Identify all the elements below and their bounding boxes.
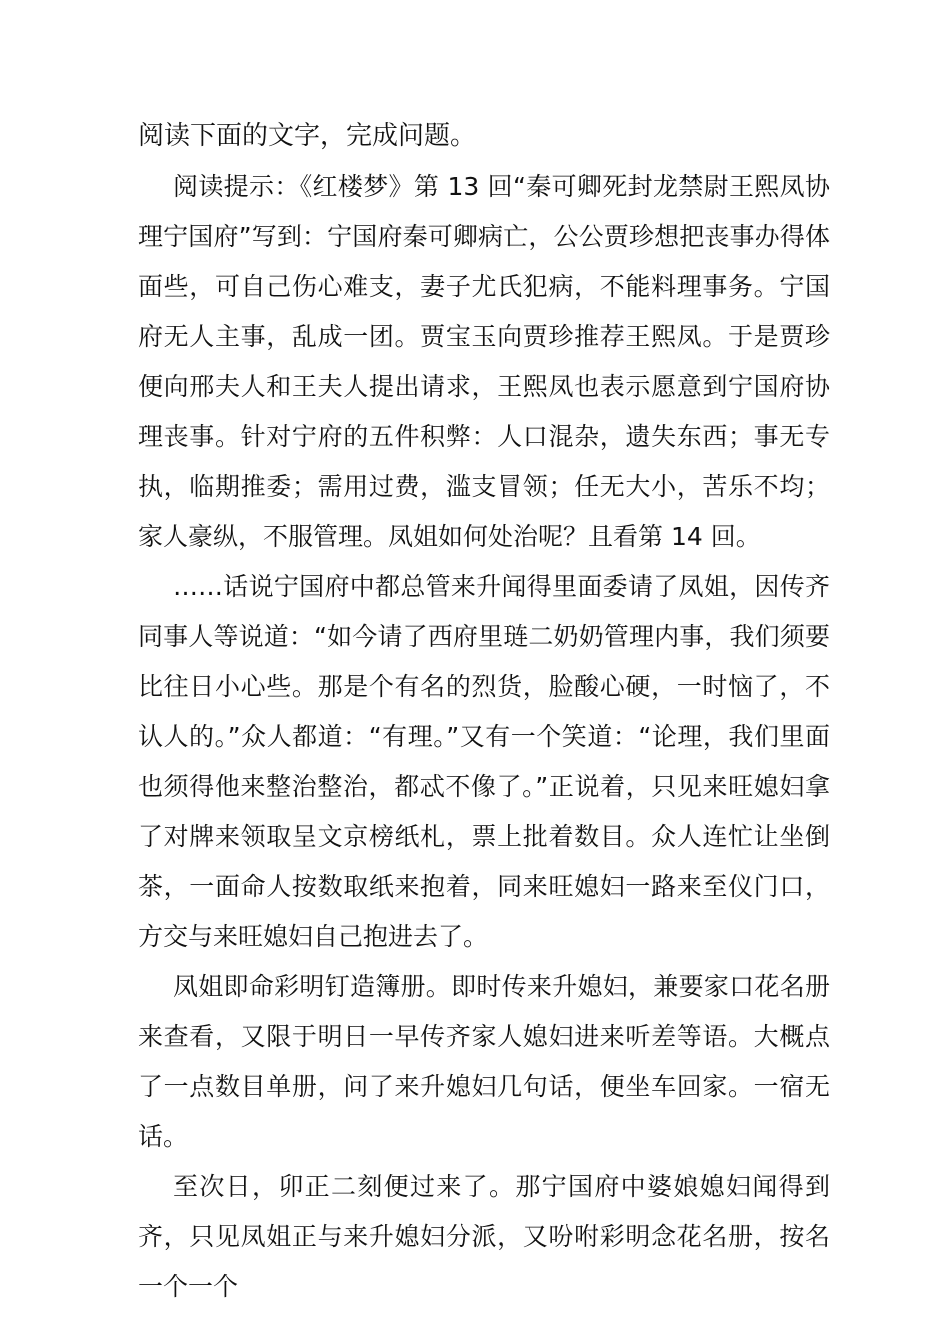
question-instruction: 阅读下面的文字，完成问题。 — [138, 121, 477, 151]
paragraph-passage-3: 至次日，卯正二刻便过来了。那宁国府中婆娘媳妇闻得到齐，只见凤姐正与来升媳妇分派，又吩咐彩明念花名册，按名一个一个 — [138, 1172, 830, 1301]
paragraph-passage-1: ……话说宁国府中都总管来升闻得里面委请了凤姐，因传齐同事人等说道：“如今请了西府里琏二奶奶管理内事，我们须要比往日小心些。那是个有名的烈货，脸酸心硬，一时恼了，不认人的。”众人都道：“有理。”又有一个笑道：“论理，我们里面也须得他来整治整治，都忒不像了。”正说着，只见来旺媳妇拿了对牌来领取呈文京榜纸札，票上批着数目。众人连忙让坐倒茶，一面命人按数取纸来抱着，同来旺媳妇一路来至仪门口，方交与来旺媳妇自己抱进去了。 — [138, 572, 830, 951]
paragraph-reading-hint: 阅读提示：《红楼梦》第 13 回“秦可卿死封龙禁尉王熙凤协理宁国府”写到：宁国府秦可卿病亡，公公贾珍想把丧事办得体面些，可自己伤心难支，妻子尤氏犯病，不能料理事务。宁国府无人主事，乱成一团。贾宝玉向贾珍推荐王熙凤。于是贾珍便向邢夫人和王夫人提出请求，王熙凤也表示愿意到宁国府协理丧事。针对宁府的五件积弊：人口混杂，遗失东西；事无专执，临期推委；需用过费，滥支冒领；任无大小，苦乐不均；家人豪纵，不服管理。凤姐如何处治呢？且看第 14 回。 — [138, 172, 830, 551]
passage-body — [138, 162, 830, 1312]
paragraph-passage-2: 凤姐即命彩明钉造簿册。即时传来升媳妇，兼要家口花名册来查看，又限于明日一早传齐家人媳妇进来听差等语。大概点了一点数目单册，问了来升媳妇几句话，便坐车回家。一宿无话。 — [138, 972, 830, 1151]
